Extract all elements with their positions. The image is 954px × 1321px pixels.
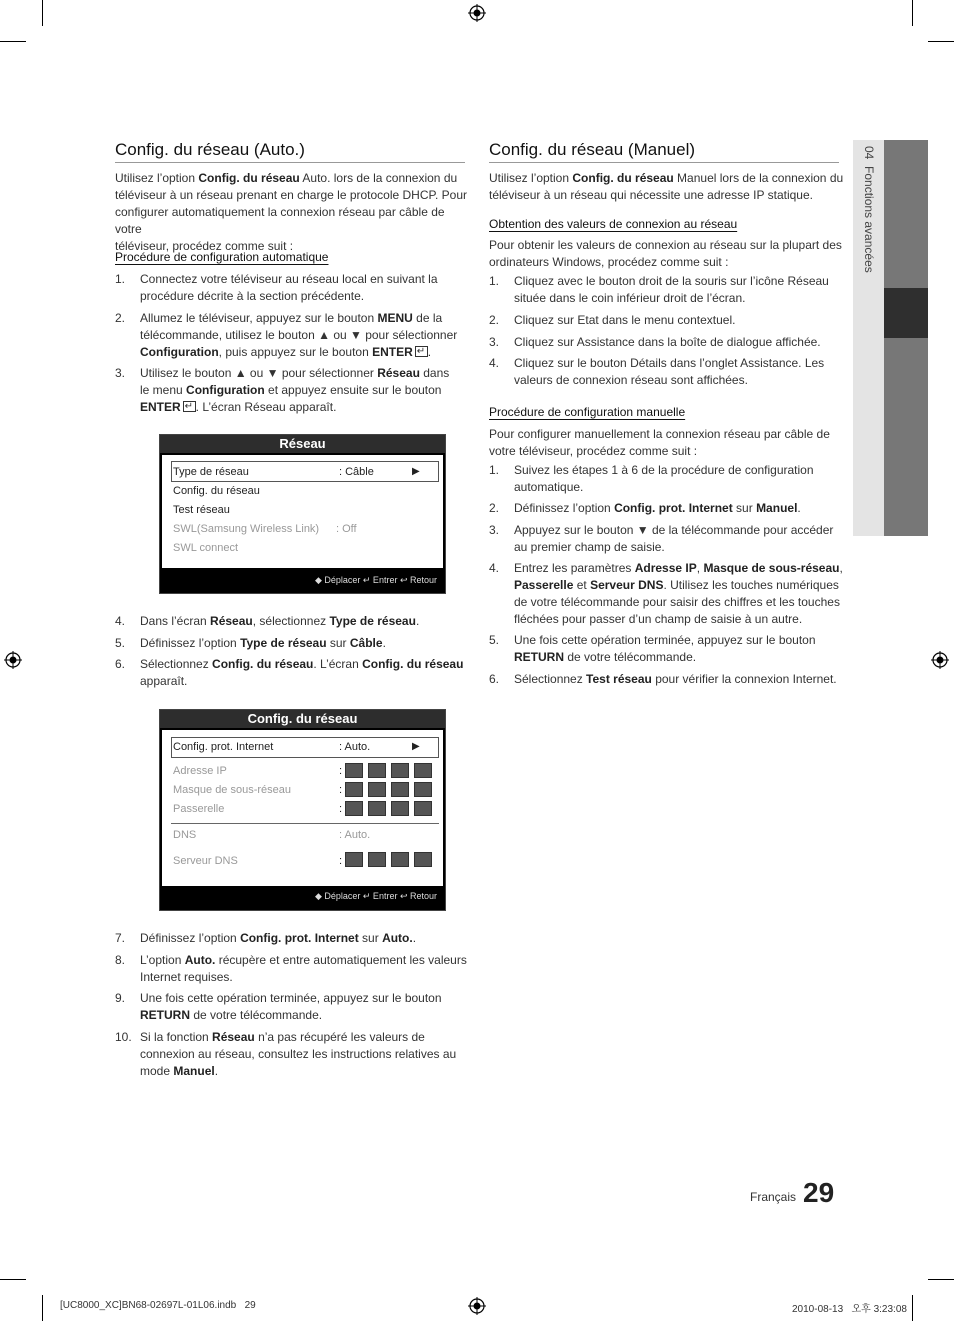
registration-mark-icon bbox=[4, 651, 22, 669]
chapter-tab-block bbox=[884, 140, 928, 288]
subheading-auto-procedure: Procédure de configuration automatique bbox=[115, 250, 329, 264]
list-item: 10. Si la fonction Réseau n’a pas récupéré les valeurs de connexion au réseau, consultez les instructions relatives au mode Manuel. bbox=[115, 1030, 457, 1078]
page-number: 29 bbox=[803, 1177, 835, 1208]
menu-row-value: : bbox=[339, 765, 343, 777]
dns-field bbox=[368, 852, 386, 867]
mask-field bbox=[345, 782, 363, 797]
menu-row-value: : Auto. bbox=[339, 829, 371, 841]
footer-file-info: [UC8000_XC]BN68-02697L-01L06.indb 29 bbox=[60, 1300, 256, 1311]
menu-row-test: Test réseau bbox=[173, 504, 230, 516]
crop-mark bbox=[928, 41, 954, 42]
list-item: 4. Cliquez sur le bouton Détails dans l’onglet Assistance. Les valeurs de connexion réseau sont affichées. bbox=[489, 356, 825, 387]
menu-footer-hints: ◆ Déplacer ↵ Entrer ↩ Retour bbox=[314, 891, 437, 901]
list-item: 3. Appuyez sur le bouton ▼ de la télécommande pour accéder au premier champ de saisie. bbox=[489, 523, 834, 554]
list-item: 3. Cliquez sur Assistance dans la boîte de dialogue affichée. bbox=[489, 335, 821, 349]
chapter-tab-label: 04 Fonctions avancées bbox=[862, 146, 876, 273]
footer-language: Français bbox=[750, 1190, 797, 1204]
list-item: 5. Définissez l’option Type de réseau sur Câble. bbox=[115, 636, 386, 650]
menu-footer-hints: ◆ Déplacer ↵ Entrer ↩ Retour bbox=[314, 575, 437, 585]
list-item: 2. Allumez le téléviseur, appuyez sur le bouton MENU de la télécommande, utilisez le bouton ▲ ou ▼ pour sélectionner Configuration, puis appuyez sur le bouton ENTER↵ . bbox=[115, 310, 465, 361]
section-title-auto: Config. du réseau (Auto.) bbox=[115, 140, 305, 159]
list-item: 5. Une fois cette opération terminée, appuyez sur le bouton RETURN de votre télécommande. bbox=[489, 633, 816, 664]
enter-icon bbox=[415, 346, 428, 357]
menu-row-value: : Off bbox=[336, 523, 357, 535]
list-item: 2. Définissez l’option Config. prot. Internet sur Manuel. bbox=[489, 501, 801, 515]
crop-mark bbox=[0, 41, 26, 42]
registration-mark-icon bbox=[931, 651, 949, 669]
chapter-tab-active bbox=[884, 288, 928, 338]
menu-row-dns: DNS bbox=[173, 829, 197, 841]
menu-row-dns-server: Serveur DNS bbox=[173, 855, 238, 867]
crop-mark bbox=[0, 1279, 26, 1280]
title-rule bbox=[115, 162, 465, 163]
arrow-right-icon: ▶ bbox=[412, 466, 420, 477]
menu-row-value: : bbox=[339, 855, 343, 867]
menu-row-prot: Config. prot. Internet bbox=[173, 741, 274, 753]
menu-row-mask: Masque de sous-réseau bbox=[173, 784, 292, 796]
list-item: 1. Cliquez avec le bouton droit de la souris sur l’icône Réseau située dans le coin inférieur droit de l’écran. bbox=[489, 274, 829, 305]
list-item: 4. Dans l’écran Réseau, sélectionnez Type de réseau. bbox=[115, 614, 420, 628]
menu-body bbox=[162, 730, 443, 886]
footer-date: 2010-08-13 오후 3:23:08 bbox=[792, 1304, 907, 1315]
list-item: 1. Suivez les étapes 1 à 6 de la procédure de configuration automatique. bbox=[489, 463, 814, 494]
enter-icon bbox=[183, 401, 196, 412]
dns-field bbox=[414, 852, 432, 867]
menu-row-ip: Adresse IP bbox=[173, 765, 227, 777]
crop-mark bbox=[42, 1295, 43, 1321]
list-item: 1. Connectez votre téléviseur au réseau local en suivant la procédure décrite à la section précédente. bbox=[115, 272, 438, 303]
menu-row-gateway: Passerelle bbox=[173, 803, 225, 815]
paragraph: Pour obtenir les valeurs de connexion au réseau sur la plupart des ordinateurs Windows, procédez comme suit : bbox=[489, 238, 842, 269]
ip-field bbox=[391, 763, 409, 778]
menu-title: Réseau bbox=[160, 435, 445, 453]
list-item: 7. Définissez l’option Config. prot. Internet sur Auto.. bbox=[115, 931, 417, 945]
ip-field bbox=[414, 763, 432, 778]
list-item: 6. Sélectionnez Config. du réseau. L’écran Config. du réseau apparaît. bbox=[115, 657, 464, 688]
menu-body bbox=[162, 455, 443, 568]
dns-field bbox=[345, 852, 363, 867]
arrow-right-icon: ▶ bbox=[412, 741, 420, 752]
list-item: 3. Utilisez le bouton ▲ ou ▼ pour sélectionner Réseau dans le menu Configuration et appuyez ensuite sur le bouton ENTER↵ . L’écran Réseau apparaît. bbox=[115, 365, 465, 416]
menu-row-value: : bbox=[339, 803, 343, 815]
gateway-field bbox=[368, 801, 386, 816]
subheading-manual-procedure: Procédure de configuration manuelle bbox=[489, 405, 686, 419]
menu-row-value: : bbox=[339, 784, 343, 796]
menu-row-value: : Auto. bbox=[339, 741, 371, 753]
menu-row-type: Type de réseau bbox=[173, 466, 249, 478]
registration-mark-icon bbox=[468, 1297, 486, 1315]
menu-title: Config. du réseau bbox=[160, 710, 445, 728]
crop-mark bbox=[928, 1279, 954, 1280]
mask-field bbox=[391, 782, 409, 797]
dns-field bbox=[391, 852, 409, 867]
crop-mark bbox=[42, 0, 43, 26]
list-item: 9. Une fois cette opération terminée, appuyez sur le bouton RETURN de votre télécommande. bbox=[115, 991, 442, 1022]
list-item: 8. L’option Auto. récupère et entre automatiquement les valeurs Internet requises. bbox=[115, 953, 467, 984]
section-title-manual: Config. du réseau (Manuel) bbox=[489, 140, 696, 159]
list-item: 4. Entrez les paramètres Adresse IP, Masque de sous-réseau, Passerelle et Serveur DNS. Utilisez les touches numériques de votre télécommande pour saisir des chiffres et les touches fléchées pour passer d’un champ de saisie à un autre. bbox=[489, 561, 843, 626]
ip-field bbox=[368, 763, 386, 778]
crop-mark bbox=[912, 1295, 913, 1321]
menu-divider bbox=[171, 823, 439, 824]
config-reseau-menu-screenshot bbox=[159, 709, 446, 911]
paragraph: Pour configurer manuellement la connexion réseau par câble de votre téléviseur, procédez comme suit : bbox=[489, 427, 830, 458]
chapter-tab-block bbox=[884, 338, 928, 536]
list-item: 6. Sélectionnez Test réseau pour vérifier la connexion Internet. bbox=[489, 672, 837, 686]
intro-paragraph: Utilisez l’option Config. du réseau Manuel lors de la connexion du téléviseur à un réseau qui nécessite une adresse IP statique. bbox=[489, 171, 844, 202]
ip-field bbox=[345, 763, 363, 778]
title-rule bbox=[489, 162, 839, 163]
menu-row-config: Config. du réseau bbox=[173, 485, 260, 497]
gateway-field bbox=[414, 801, 432, 816]
crop-mark bbox=[912, 0, 913, 26]
list-item: 2. Cliquez sur Etat dans le menu contextuel. bbox=[489, 313, 736, 327]
menu-row-swl-connect: SWL connect bbox=[173, 542, 239, 554]
menu-row-swl: SWL(Samsung Wireless Link) bbox=[173, 523, 320, 535]
subheading-obtain-values: Obtention des valeurs de connexion au réseau bbox=[489, 217, 738, 231]
gateway-field bbox=[345, 801, 363, 816]
registration-mark-icon bbox=[468, 4, 486, 22]
gateway-field bbox=[391, 801, 409, 816]
reseau-menu-screenshot bbox=[159, 434, 446, 594]
mask-field bbox=[368, 782, 386, 797]
menu-row-value: : Câble bbox=[339, 466, 374, 478]
mask-field bbox=[414, 782, 432, 797]
intro-paragraph: Utilisez l’option Config. du réseau Auto. lors de la connexion du téléviseur à un réseau prenant en charge le protocole DHCP. Pour configurer automatiquement la connexion réseau par câble de votre téléviseur, procédez comme suit : bbox=[115, 171, 467, 253]
